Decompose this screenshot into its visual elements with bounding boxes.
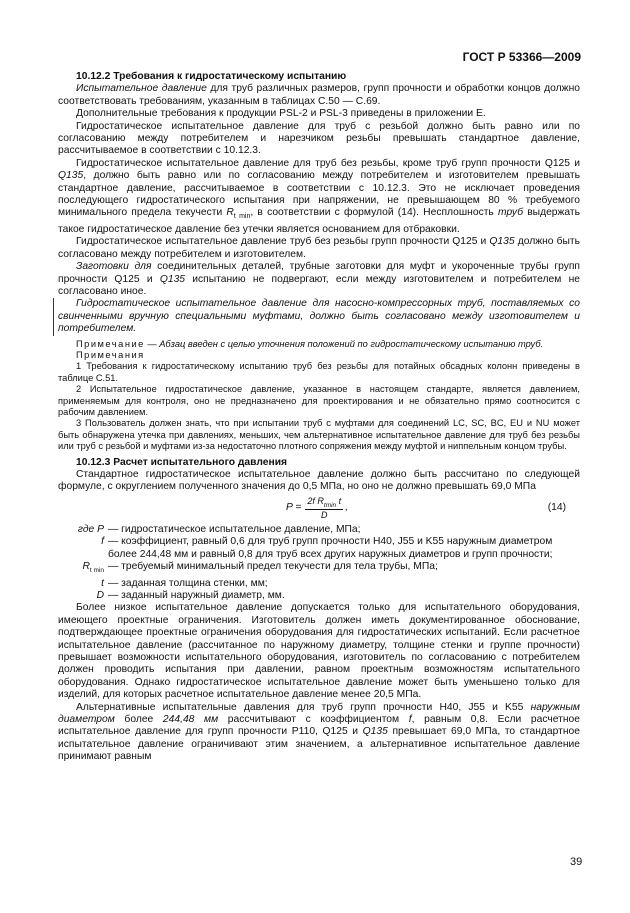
paragraph: Гидростатическое испытательное давление для труб без резьбы, кроме труб групп прочности Q125 и Q135, должно быть равно или по согласованию между потребителем и изготовителем превышать стандартное давление, рассчитываемое в соответствии с 10.12.3. Это не исключает проведения последующего гидростатического испытания при напряжении, не превышающем 80 % требуемого минимального предела текучести $R_{t min}$, в соответствии с формулой (14). Несплошность труб выдержать такое гидростатическое давление без утечки является основанием для отбраковки. [58,157,581,235]
formula-number: (14) [547,501,566,513]
formula-expression: P = $\frac{2f R_{tmin} t}{D}$ , [286,495,349,520]
amended-paragraph: Гидростатическое испытательное давление для насосно-компрессорных труб, поставляемых со свинченными вручную специальными муфтами, должно быть согласовано между изготовителем и потребителем. [53,298,580,335]
paragraph: Испытательное давление для труб различных размеров, групп прочности и обработки концов должно соответствовать требованиям, указанным в таблицах С.50 — С.69. [58,83,580,107]
paragraph: Гидростатическое испытательное давление для труб с резьбой должно быть равно или по согласованию между потребителем и нарезчиком резьбы превышать стандартное давление, рассчитываемое в соответствии с 10.12.3. [58,120,580,157]
paragraph: Гидростатическое испытательное давление труб без резьбы групп прочности Q125 и Q135 должно быть согласовано между потребителем и изготовителем. [58,236,580,260]
emphasis: Испытательное давление [76,83,207,95]
paragraph: Дополнительные требования к продукции PSL-2 и PSL-3 приведены в приложении Е. [76,108,486,120]
section-title-10-12-3: 10.12.3 Расчет испытательного давления [76,456,288,468]
document-body [58,71,580,764]
paragraph: Альтернативные испытательные давления для труб групп прочности H40, J55 и K55 наружным диаметром более 244,48 мм рассчитывают с коэффициентом f, равным 0,8. Если расчетное испытательное давление для групп прочности P110, Q125 и Q135 превышает 69,0 МПа, то стандартное испытательное давление ограничивают этим значением, а альтернативное испытательное давление принимают равным [58,701,580,763]
note-3: 3 Пользователь должен знать, что при испытании труб с муфтами для соединений LC, SC, BC, EU и NU может быть обнаружена утечка при давлениях, меньших, чем альтернативное испытательное давление для труб без резьбы или труб с резьбой и муфтами из-за недостаточно плотного сопряжения между муфтой и ниппельным концом трубы. [58,418,580,452]
note-2: 2 Испытательное гидростатическое давление, указанное в настоящем стандарте, является давлением, применяемым для контроля, оно не предназначено для проектирования и не обязательно прямо соотносится с рабочим давлением. [58,384,580,418]
note-amendment: Примечание — Абзац введен с целью уточнения положений по гидростатическому испытанию труб. [76,338,544,349]
formula-14 [58,494,580,524]
paragraph: Более низкое испытательное давление допускается только для испытательного оборудования, имеющего проектные ограничения. Изготовитель должен иметь документированное обоснование, подтверждающее проектные ограничения оборудования для гидростатических испытаний. Если расчетное испытательное давление (рассчитанное по наружному диаметру, толщине стенки и группе прочности) превышает возможности испытательного оборудования, изготовитель по согласованию с потребителем должен проводить испытания при давлении, равном проектным возможностям испытательного оборудования. Однако гидростатическое испытательное давление может быть уменьшено только для изделий, для которых расчетное испытательное давление менее 20,5 МПа. [58,602,580,701]
section-title-10-12-2: 10.12.2 Требования к гидростатическому испытанию [76,71,347,82]
where-list: где P — гидростатическое испытательное давление, МПа; f — коэффициент, равный 0,6 для труб групп прочности H40, J55 и K55 наружным диаметром более 244,48 мм и равный 0,8 для труб всех других наружных диаметров и групп прочности; $R_{t min}$ — требуемый минимальный предел текучести для тела трубы, МПа; t — заданная толщина стенки, мм; D — заданный наружный диаметр, мм. [77,523,553,601]
note-1: 1 Требования к гидростатическому испытанию труб без резьбы для потайных обсадных колонн приведены в таблице С.51. [58,361,580,383]
formula-fraction: $\frac{2f R_{tmin} t}{D}$ [307,495,342,520]
paragraph: Стандартное гидростатическое испытательное давление должно быть рассчитано по следующей формуле, с округлением полученного значения до 0,5 МПа, но оно не должно превышать 69,0 МПа [58,469,580,493]
page-number: 39 [570,856,583,868]
notes-title: Примечания [76,349,145,360]
paragraph: Заготовки для соединительных деталей, трубные заготовки для муфт и укороченные трубы групп прочности Q125 и Q135 испытанию не подвергают, если между изготовителем и потребителем не согласовано иное. [58,261,580,297]
standard-header: ГОСТ Р 53366—2009 [462,50,581,64]
